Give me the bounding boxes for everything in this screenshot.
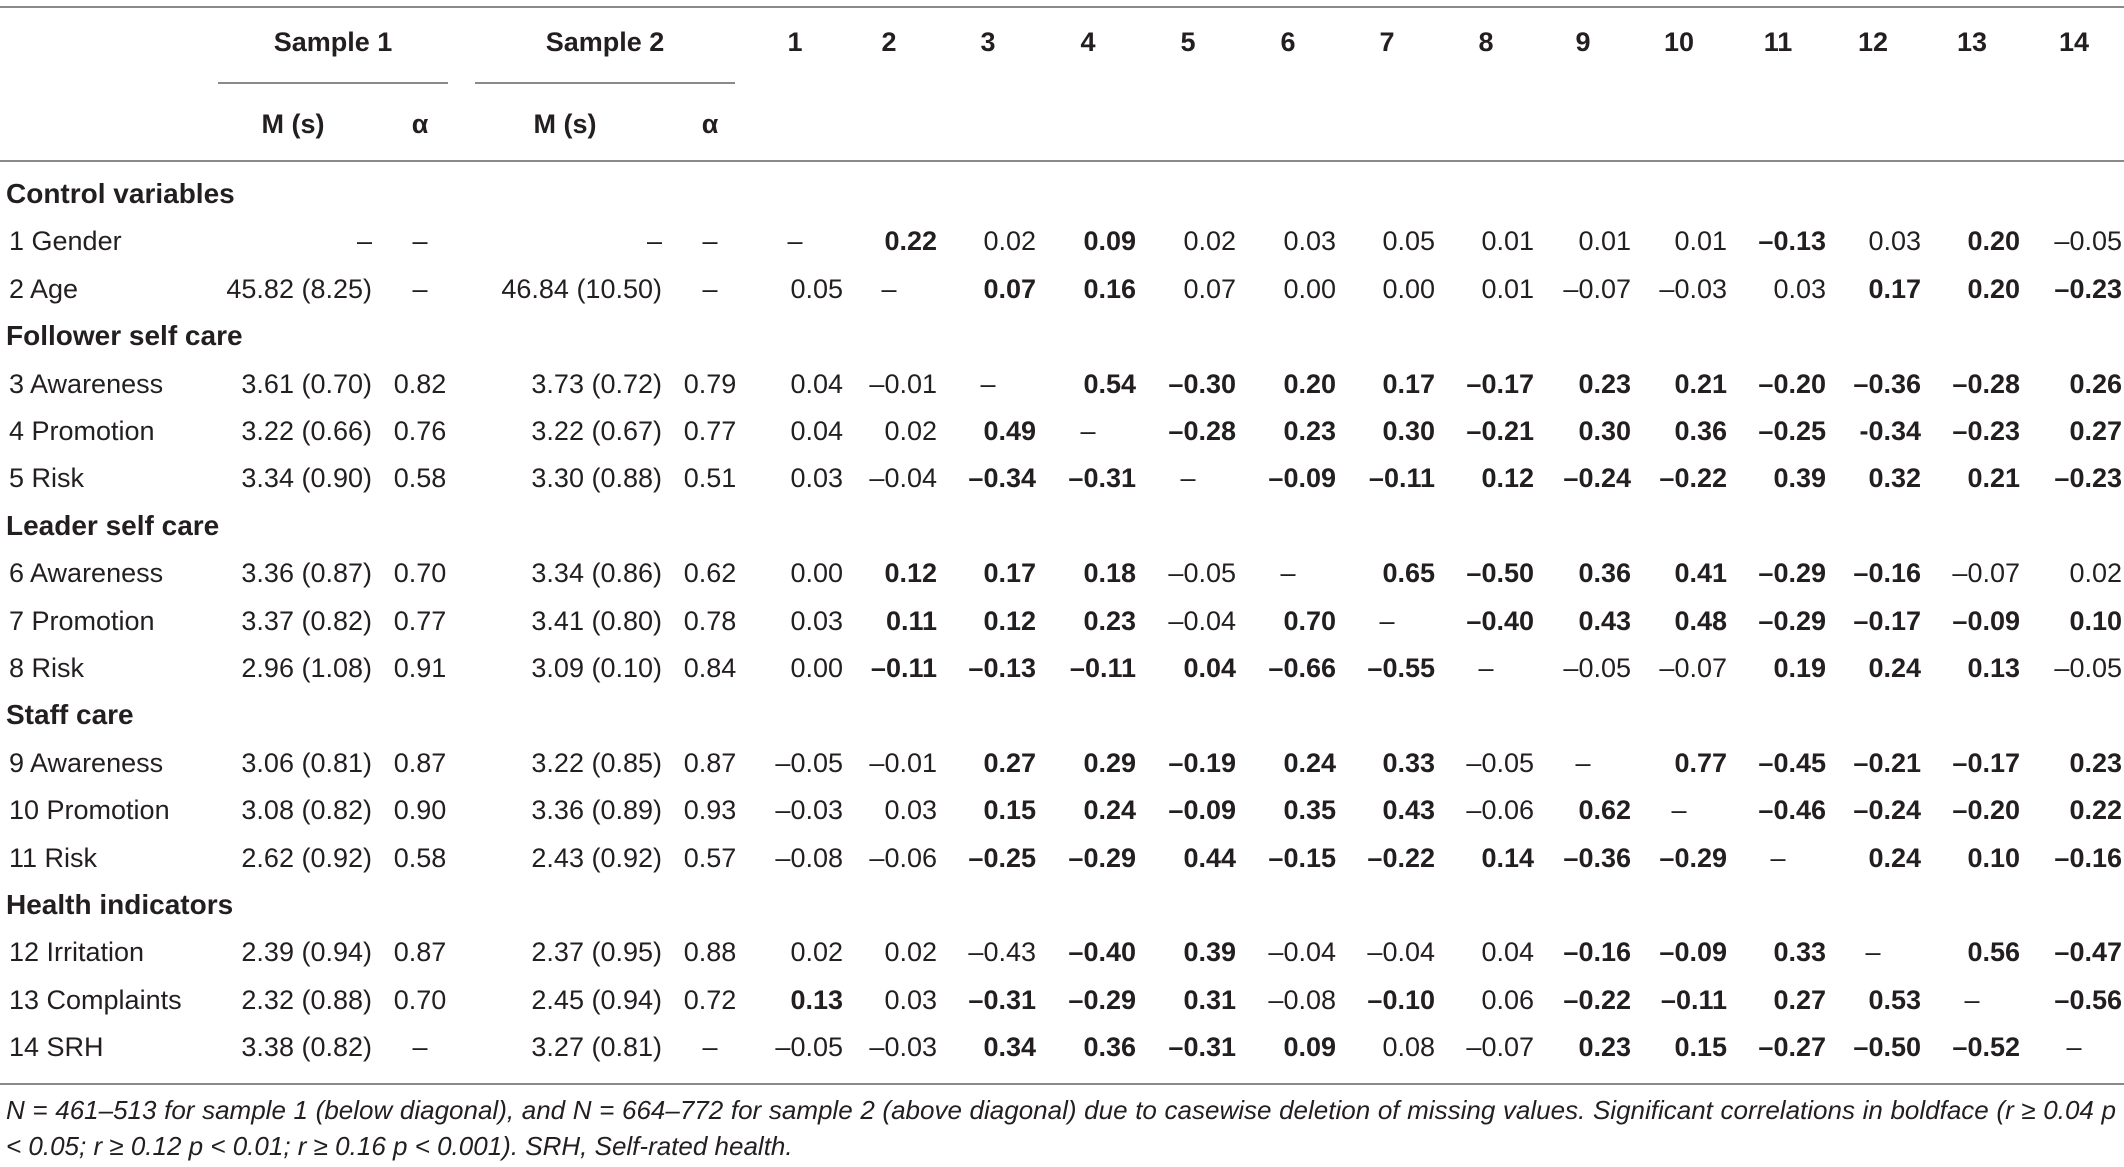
corr-cell: 0.10 bbox=[1967, 842, 2020, 873]
corr-cell: –0.05 bbox=[775, 747, 843, 778]
sample1-alpha: 0.91 bbox=[393, 653, 447, 683]
corr-cell: 0.35 bbox=[1283, 795, 1336, 826]
corr-cell: –0.04 bbox=[1268, 937, 1336, 968]
corr-cell: –0.55 bbox=[1367, 653, 1435, 683]
sample2-alpha: 0.77 bbox=[683, 416, 737, 446]
bottom-rule bbox=[0, 1083, 2124, 1085]
row-label: 4 Promotion bbox=[9, 416, 155, 446]
col-header-8: 8 bbox=[1478, 27, 1494, 57]
corr-cell: 0.22 bbox=[884, 226, 937, 257]
sample1-mean: 3.34 (0.90) bbox=[241, 463, 372, 494]
sample2-mean: – bbox=[646, 226, 662, 257]
alpha-header-1: α bbox=[411, 109, 429, 139]
sample2-mean: 3.34 (0.86) bbox=[531, 558, 662, 589]
corr-cell: 0.02 bbox=[790, 937, 843, 968]
corr-cell: 0.03 bbox=[1868, 226, 1921, 257]
section-title: Leader self care bbox=[6, 509, 220, 541]
corr-cell: 0.24 bbox=[1868, 653, 1921, 683]
corr-cell: –0.28 bbox=[1952, 368, 2020, 399]
corr-cell: 0.03 bbox=[1283, 226, 1336, 257]
corr-cell: 0.05 bbox=[790, 273, 843, 304]
corr-cell: 0.44 bbox=[1183, 842, 1236, 873]
corr-cell: – bbox=[1180, 463, 1196, 494]
corr-cell: – bbox=[1080, 416, 1096, 446]
col-header-2: 2 bbox=[881, 27, 897, 57]
corr-cell: –0.05 bbox=[2054, 226, 2122, 257]
row-label: 2 Age bbox=[9, 273, 79, 304]
corr-cell: –0.24 bbox=[1563, 463, 1631, 494]
corr-cell: 0.16 bbox=[1083, 273, 1136, 304]
corr-cell: –0.17 bbox=[1853, 605, 1921, 636]
corr-cell: –0.03 bbox=[869, 1032, 937, 1063]
corr-cell: –0.07 bbox=[1563, 273, 1631, 304]
corr-cell: 0.26 bbox=[2069, 368, 2122, 399]
corr-cell: –0.40 bbox=[1068, 937, 1136, 968]
corr-cell: 0.27 bbox=[983, 747, 1036, 778]
corr-cell: –0.05 bbox=[1168, 558, 1236, 589]
corr-cell: –0.13 bbox=[1758, 226, 1826, 257]
corr-cell: –0.06 bbox=[869, 842, 937, 873]
row-label: 10 Promotion bbox=[9, 795, 170, 826]
corr-cell: –0.29 bbox=[1758, 558, 1826, 589]
col-header-12: 12 bbox=[1857, 27, 1889, 57]
sample2-mean: 2.43 (0.92) bbox=[531, 842, 662, 873]
sample1-alpha: – bbox=[412, 226, 428, 257]
corr-cell: 0.11 bbox=[885, 605, 937, 636]
corr-cell: 0.09 bbox=[1283, 1032, 1336, 1063]
corr-cell: 0.06 bbox=[1481, 984, 1534, 1015]
corr-cell: 0.01 bbox=[1481, 273, 1534, 304]
corr-cell: 0.30 bbox=[1578, 416, 1631, 446]
section-title: Health indicators bbox=[6, 889, 234, 920]
sample1-mean: 2.39 (0.94) bbox=[241, 937, 372, 968]
corr-cell: –0.31 bbox=[1068, 463, 1136, 494]
corr-cell: –0.22 bbox=[1367, 842, 1435, 873]
corr-cell: – bbox=[881, 273, 897, 304]
corr-cell: 0.41 bbox=[1674, 558, 1727, 589]
corr-cell: 0.17 bbox=[1382, 368, 1435, 399]
row-label: 6 Awareness bbox=[9, 558, 164, 589]
corr-cell: 0.19 bbox=[1773, 653, 1826, 683]
sample2-alpha: 0.87 bbox=[683, 747, 737, 778]
corr-cell: –0.29 bbox=[1068, 984, 1136, 1015]
table-footnote: N = 461–513 for sample 1 (below diagonal), and N = 664–772 for sample 2 (above diagonal) due to casewise deletion of missing values. Significant correlations in boldface (r ≥ 0.04 p < 0.05; r ≥ 0.12 p < 0.01; r ≥ 0.16 p < 0.001). SRH, Self-rated health. bbox=[6, 1095, 2116, 1161]
corr-cell: –0.23 bbox=[1952, 416, 2020, 446]
corr-cell: 0.20 bbox=[1967, 226, 2020, 257]
corr-cell: 0.07 bbox=[983, 273, 1036, 304]
corr-cell: –0.66 bbox=[1268, 653, 1336, 683]
sample2-alpha: – bbox=[702, 273, 718, 304]
col-header-11: 11 bbox=[1763, 27, 1793, 57]
corr-cell: –0.06 bbox=[1466, 795, 1534, 826]
sample2-mean: 2.37 (0.95) bbox=[531, 937, 662, 968]
corr-cell: 0.07 bbox=[1183, 273, 1236, 304]
corr-cell: – bbox=[1280, 558, 1296, 589]
corr-cell: – bbox=[787, 226, 803, 257]
corr-cell: 0.43 bbox=[1578, 605, 1631, 636]
corr-cell: –0.01 bbox=[869, 747, 937, 778]
row-label: 12 Irritation bbox=[9, 937, 145, 968]
corr-cell: –0.05 bbox=[1563, 653, 1631, 683]
sample1-mean: 3.06 (0.81) bbox=[241, 747, 372, 778]
corr-cell: 0.01 bbox=[1481, 226, 1534, 257]
row-label: 5 Risk bbox=[9, 463, 85, 494]
corr-cell: –0.36 bbox=[1853, 368, 1921, 399]
sample2-alpha: 0.57 bbox=[683, 842, 737, 873]
corr-cell: 0.30 bbox=[1382, 416, 1435, 446]
corr-cell: 0.14 bbox=[1481, 842, 1534, 873]
corr-cell: –0.50 bbox=[1466, 558, 1534, 589]
sample1-alpha: 0.87 bbox=[393, 747, 447, 778]
corr-cell: –0.17 bbox=[1466, 368, 1534, 399]
row-label: 14 SRH bbox=[9, 1032, 104, 1063]
corr-cell: – bbox=[1379, 605, 1395, 636]
corr-cell: 0.20 bbox=[1967, 273, 2020, 304]
corr-cell: 0.00 bbox=[1382, 273, 1435, 304]
corr-cell: –0.21 bbox=[1853, 747, 1921, 778]
corr-cell: –0.16 bbox=[1563, 937, 1631, 968]
corr-cell: –0.36 bbox=[1563, 842, 1631, 873]
corr-cell: 0.23 bbox=[1578, 1032, 1631, 1063]
col-header-4: 4 bbox=[1080, 27, 1096, 57]
corr-cell: 0.70 bbox=[1283, 605, 1336, 636]
sample2-mean: 2.45 (0.94) bbox=[531, 984, 662, 1015]
corr-cell: –0.22 bbox=[1563, 984, 1631, 1015]
sample2-mean: 3.30 (0.88) bbox=[531, 463, 662, 494]
corr-cell: 0.48 bbox=[1674, 605, 1727, 636]
sample2-mean: 3.22 (0.85) bbox=[531, 747, 662, 778]
corr-cell: –0.20 bbox=[1952, 795, 2020, 826]
corr-cell: 0.12 bbox=[983, 605, 1036, 636]
sample1-rule bbox=[218, 82, 448, 84]
sample1-alpha: – bbox=[412, 1032, 428, 1063]
corr-cell: –0.09 bbox=[1168, 795, 1236, 826]
sample2-alpha: – bbox=[702, 226, 718, 257]
corr-cell: 0.00 bbox=[790, 653, 843, 683]
corr-cell: –0.11 bbox=[870, 653, 937, 683]
corr-cell: –0.16 bbox=[2054, 842, 2122, 873]
sample2-alpha: 0.72 bbox=[683, 984, 737, 1015]
col-header-10: 10 bbox=[1663, 27, 1695, 57]
corr-cell: 0.02 bbox=[884, 416, 937, 446]
corr-cell: 0.13 bbox=[1967, 653, 2020, 683]
corr-cell: 0.24 bbox=[1283, 747, 1336, 778]
corr-cell: 0.34 bbox=[983, 1032, 1036, 1063]
corr-cell: 0.02 bbox=[884, 937, 937, 968]
section-title: Control variables bbox=[6, 178, 235, 209]
corr-cell: –0.52 bbox=[1952, 1032, 2020, 1063]
corr-cell: 0.02 bbox=[2069, 558, 2122, 589]
corr-cell: –0.07 bbox=[1466, 1032, 1534, 1063]
corr-cell: –0.28 bbox=[1168, 416, 1236, 446]
sample2-mean: 3.41 (0.80) bbox=[531, 605, 662, 636]
corr-cell: –0.25 bbox=[968, 842, 1036, 873]
sample1-mean: 2.62 (0.92) bbox=[241, 842, 372, 873]
corr-cell: 0.03 bbox=[790, 605, 843, 636]
corr-cell: –0.09 bbox=[1268, 463, 1336, 494]
corr-cell: 0.12 bbox=[1481, 463, 1534, 494]
corr-cell: 0.53 bbox=[1868, 984, 1921, 1015]
corr-cell: 0.24 bbox=[1083, 795, 1136, 826]
corr-cell: 0.56 bbox=[1967, 937, 2020, 968]
corr-cell: 0.01 bbox=[1674, 226, 1727, 257]
corr-cell: –0.08 bbox=[1268, 984, 1336, 1015]
corr-cell: –0.03 bbox=[1659, 273, 1727, 304]
corr-cell: –0.13 bbox=[968, 653, 1036, 683]
sample2-alpha: 0.78 bbox=[683, 605, 737, 636]
row-label: 11 Risk bbox=[9, 842, 98, 873]
corr-cell: 0.23 bbox=[1283, 416, 1336, 446]
corr-cell: –0.23 bbox=[2054, 273, 2122, 304]
corr-cell: -0.34 bbox=[1859, 416, 1921, 446]
corr-cell: 0.15 bbox=[983, 795, 1036, 826]
corr-cell: 0.21 bbox=[1967, 463, 2020, 494]
corr-cell: –0.40 bbox=[1466, 605, 1534, 636]
corr-cell: 0.39 bbox=[1183, 937, 1236, 968]
corr-cell: 0.04 bbox=[1183, 653, 1236, 683]
corr-cell: 0.32 bbox=[1868, 463, 1921, 494]
corr-cell: 0.36 bbox=[1674, 416, 1727, 446]
corr-cell: –0.23 bbox=[2054, 463, 2122, 494]
corr-cell: 0.36 bbox=[1578, 558, 1631, 589]
sample2-mean: 3.73 (0.72) bbox=[531, 368, 662, 399]
corr-cell: – bbox=[1478, 653, 1494, 683]
sample1-alpha: 0.70 bbox=[393, 984, 447, 1015]
corr-cell: –0.16 bbox=[1853, 558, 1921, 589]
corr-cell: –0.29 bbox=[1758, 605, 1826, 636]
col-header-3: 3 bbox=[980, 27, 996, 57]
corr-cell: –0.15 bbox=[1268, 842, 1336, 873]
sample1-mean: 3.22 (0.66) bbox=[241, 416, 372, 446]
row-label: 1 Gender bbox=[9, 226, 122, 257]
corr-cell: 0.23 bbox=[1578, 368, 1631, 399]
sample1-mean: 2.32 (0.88) bbox=[241, 984, 372, 1015]
corr-cell: –0.03 bbox=[775, 795, 843, 826]
corr-cell: 0.03 bbox=[884, 984, 937, 1015]
sample1-alpha: – bbox=[412, 273, 428, 304]
corr-cell: 0.22 bbox=[2069, 795, 2122, 826]
corr-cell: 0.12 bbox=[884, 558, 937, 589]
row-label: 9 Awareness bbox=[9, 747, 164, 778]
corr-cell: 0.65 bbox=[1382, 558, 1435, 589]
sample1-alpha: 0.58 bbox=[393, 463, 447, 494]
corr-cell: 0.00 bbox=[790, 558, 843, 589]
sample1-mean: – bbox=[356, 226, 372, 257]
corr-cell: – bbox=[1671, 795, 1687, 826]
corr-cell: –0.07 bbox=[1952, 558, 2020, 589]
corr-cell: – bbox=[980, 368, 996, 399]
corr-cell: 0.77 bbox=[1674, 747, 1727, 778]
header-rule bbox=[0, 160, 2124, 162]
sample2-alpha: 0.79 bbox=[683, 368, 737, 399]
corr-cell: – bbox=[2066, 1032, 2082, 1063]
corr-cell: –0.05 bbox=[1466, 747, 1534, 778]
sample1-alpha: 0.58 bbox=[393, 842, 447, 873]
corr-cell: 0.17 bbox=[1868, 273, 1921, 304]
top-rule bbox=[0, 6, 2124, 8]
row-label: 7 Promotion bbox=[9, 605, 155, 636]
corr-cell: –0.04 bbox=[1168, 605, 1236, 636]
sample1-alpha: 0.82 bbox=[393, 368, 447, 399]
corr-cell: –0.31 bbox=[1168, 1032, 1236, 1063]
corr-cell: 0.33 bbox=[1773, 937, 1826, 968]
corr-cell: –0.50 bbox=[1853, 1032, 1921, 1063]
corr-cell: 0.03 bbox=[884, 795, 937, 826]
corr-cell: –0.30 bbox=[1168, 368, 1236, 399]
corr-cell: –0.04 bbox=[1367, 937, 1435, 968]
corr-cell: –0.29 bbox=[1659, 842, 1727, 873]
corr-cell: 0.33 bbox=[1382, 747, 1435, 778]
corr-cell: 0.36 bbox=[1083, 1032, 1136, 1063]
sample2-alpha: 0.51 bbox=[683, 463, 737, 494]
corr-cell: –0.11 bbox=[1069, 653, 1136, 683]
sample1-alpha: 0.87 bbox=[393, 937, 447, 968]
corr-cell: 0.02 bbox=[1183, 226, 1236, 257]
sample2-mean: 3.22 (0.67) bbox=[531, 416, 662, 446]
corr-cell: – bbox=[1770, 842, 1786, 873]
corr-cell: – bbox=[1964, 984, 1980, 1015]
corr-cell: – bbox=[1865, 937, 1881, 968]
corr-cell: 0.04 bbox=[1481, 937, 1534, 968]
corr-cell: 0.27 bbox=[1773, 984, 1826, 1015]
corr-cell: 0.62 bbox=[1578, 795, 1631, 826]
col-header-6: 6 bbox=[1280, 27, 1296, 57]
section-title: Follower self care bbox=[6, 320, 243, 352]
sample2-alpha: 0.84 bbox=[683, 653, 737, 683]
corr-cell: 0.03 bbox=[1773, 273, 1826, 304]
section-title: Staff care bbox=[6, 699, 134, 731]
sample1-mean: 2.96 (1.08) bbox=[241, 653, 372, 683]
m-s-header-1: M (s) bbox=[261, 109, 325, 139]
corr-cell: 0.23 bbox=[1083, 605, 1136, 636]
corr-cell: 0.04 bbox=[790, 368, 843, 399]
corr-cell: –0.17 bbox=[1952, 747, 2020, 778]
col-header-13: 13 bbox=[1956, 27, 1988, 57]
sample2-rule bbox=[475, 82, 735, 84]
corr-cell: 0.49 bbox=[983, 416, 1036, 446]
sample2-mean: 3.09 (0.10) bbox=[531, 653, 662, 683]
row-label: 3 Awareness bbox=[9, 368, 164, 399]
corr-cell: 0.29 bbox=[1083, 747, 1136, 778]
corr-cell: –0.01 bbox=[869, 368, 937, 399]
m-s-header-2: M (s) bbox=[533, 109, 597, 139]
sample1-alpha: 0.90 bbox=[393, 795, 447, 826]
sample2-alpha: 0.62 bbox=[683, 558, 737, 589]
corr-cell: 0.43 bbox=[1382, 795, 1435, 826]
corr-cell: 0.08 bbox=[1382, 1032, 1435, 1063]
corr-cell: –0.09 bbox=[1952, 605, 2020, 636]
corr-cell: –0.31 bbox=[968, 984, 1036, 1015]
col-header-9: 9 bbox=[1575, 27, 1591, 57]
sample1-mean: 3.38 (0.82) bbox=[241, 1032, 372, 1063]
sample1-alpha: 0.76 bbox=[393, 416, 447, 446]
corr-cell: 0.01 bbox=[1578, 226, 1631, 257]
corr-cell: 0.18 bbox=[1083, 558, 1136, 589]
corr-cell: –0.43 bbox=[968, 937, 1036, 968]
corr-cell: 0.04 bbox=[790, 416, 843, 446]
corr-cell: 0.54 bbox=[1083, 368, 1136, 399]
sample2-mean: 3.27 (0.81) bbox=[531, 1032, 662, 1063]
corr-cell: –0.45 bbox=[1758, 747, 1826, 778]
corr-cell: –0.07 bbox=[1659, 653, 1727, 683]
corr-cell: –0.04 bbox=[869, 463, 937, 494]
corr-cell: 0.00 bbox=[1283, 273, 1336, 304]
sample1-alpha: 0.77 bbox=[393, 605, 447, 636]
corr-cell: –0.05 bbox=[2054, 653, 2122, 683]
sample2-alpha: 0.93 bbox=[683, 795, 737, 826]
sample1-mean: 45.82 (8.25) bbox=[226, 273, 372, 304]
sample2-header: Sample 2 bbox=[545, 27, 665, 57]
corr-cell: 0.31 bbox=[1183, 984, 1236, 1015]
corr-cell: –0.08 bbox=[775, 842, 843, 873]
corr-cell: –0.29 bbox=[1068, 842, 1136, 873]
corr-cell: –0.11 bbox=[1660, 984, 1727, 1015]
corr-cell: 0.27 bbox=[2069, 416, 2122, 446]
row-label: 8 Risk bbox=[9, 653, 85, 683]
corr-cell: 0.03 bbox=[790, 463, 843, 494]
corr-cell: –0.05 bbox=[775, 1032, 843, 1063]
sample1-mean: 3.36 (0.87) bbox=[241, 558, 372, 589]
corr-cell: 0.17 bbox=[983, 558, 1036, 589]
corr-cell: 0.24 bbox=[1868, 842, 1921, 873]
corr-cell: –0.56 bbox=[2054, 984, 2122, 1015]
corr-cell: 0.23 bbox=[2069, 747, 2122, 778]
sample1-mean: 3.37 (0.82) bbox=[241, 605, 372, 636]
col-header-5: 5 bbox=[1180, 27, 1196, 57]
corr-cell: –0.46 bbox=[1758, 795, 1826, 826]
sample2-mean: 46.84 (10.50) bbox=[501, 273, 662, 304]
corr-cell: 0.09 bbox=[1083, 226, 1136, 257]
sample1-mean: 3.08 (0.82) bbox=[241, 795, 372, 826]
corr-cell: –0.27 bbox=[1758, 1032, 1826, 1063]
corr-cell: 0.13 bbox=[790, 984, 843, 1015]
sample1-header: Sample 1 bbox=[273, 27, 393, 57]
corr-cell: 0.20 bbox=[1283, 368, 1336, 399]
corr-cell: – bbox=[1575, 747, 1591, 778]
corr-cell: –0.25 bbox=[1758, 416, 1826, 446]
corr-cell: –0.09 bbox=[1659, 937, 1727, 968]
corr-cell: –0.22 bbox=[1659, 463, 1727, 494]
sample1-mean: 3.61 (0.70) bbox=[241, 368, 372, 399]
sample2-alpha: – bbox=[702, 1032, 718, 1063]
sample2-alpha: 0.88 bbox=[683, 937, 737, 968]
corr-cell: –0.11 bbox=[1368, 463, 1435, 494]
col-header-14: 14 bbox=[2058, 27, 2090, 57]
corr-cell: 0.39 bbox=[1773, 463, 1826, 494]
corr-cell: –0.47 bbox=[2054, 937, 2122, 968]
corr-cell: –0.20 bbox=[1758, 368, 1826, 399]
corr-cell: 0.05 bbox=[1382, 226, 1435, 257]
alpha-header-2: α bbox=[701, 109, 719, 139]
corr-cell: –0.21 bbox=[1466, 416, 1534, 446]
col-header-1: 1 bbox=[787, 27, 803, 57]
sample1-alpha: 0.70 bbox=[393, 558, 447, 589]
corr-cell: –0.19 bbox=[1168, 747, 1236, 778]
sample2-mean: 3.36 (0.89) bbox=[531, 795, 662, 826]
corr-cell: 0.21 bbox=[1674, 368, 1727, 399]
corr-cell: 0.02 bbox=[983, 226, 1036, 257]
corr-cell: –0.10 bbox=[1367, 984, 1435, 1015]
corr-cell: 0.15 bbox=[1674, 1032, 1727, 1063]
corr-cell: –0.24 bbox=[1853, 795, 1921, 826]
corr-cell: –0.34 bbox=[968, 463, 1036, 494]
row-label: 13 Complaints bbox=[9, 984, 182, 1015]
col-header-7: 7 bbox=[1379, 27, 1395, 57]
corr-cell: 0.10 bbox=[2069, 605, 2122, 636]
